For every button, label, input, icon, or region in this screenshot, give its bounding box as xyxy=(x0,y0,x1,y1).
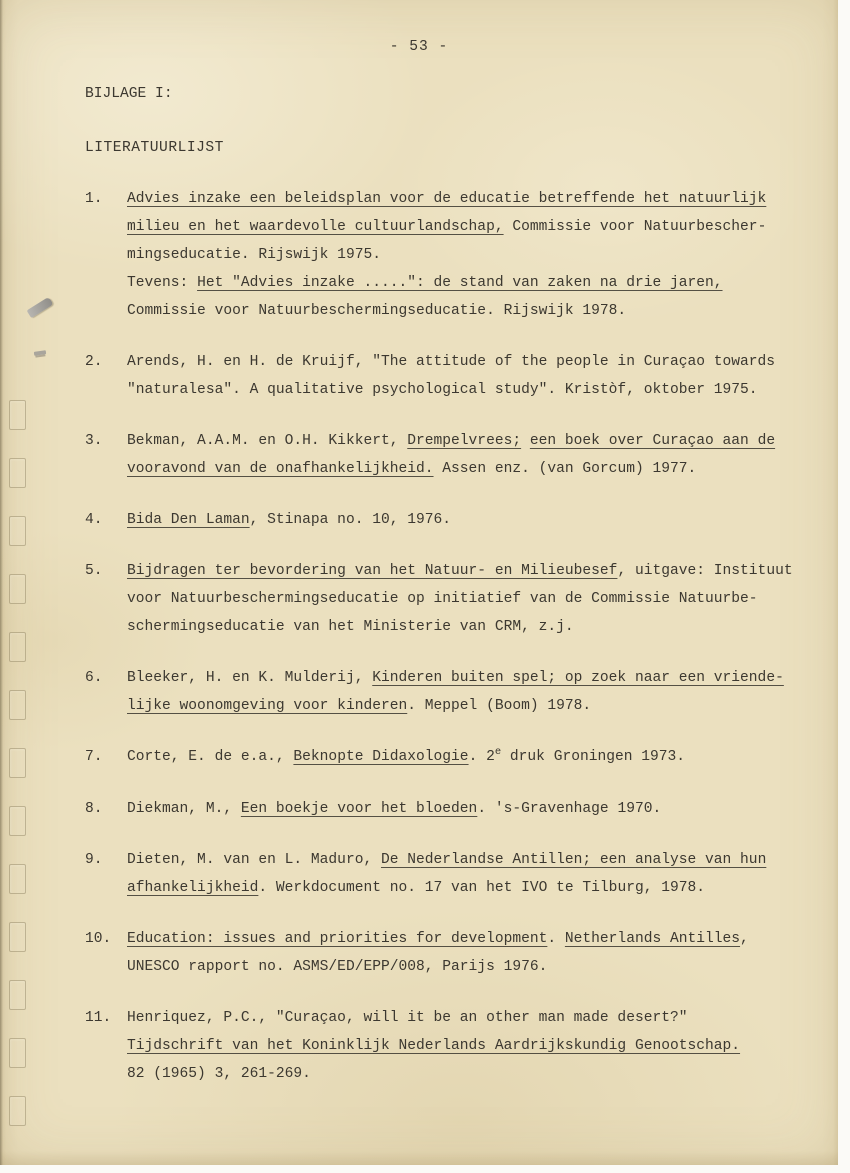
text-line xyxy=(127,846,766,874)
text-segment: , uitgave: Instituut xyxy=(617,563,793,579)
text-line xyxy=(127,585,793,613)
text-segment: Henriquez, P.C., "Curaçao, will it be an other man made desert?" xyxy=(127,1010,688,1026)
bibliography-entry xyxy=(85,557,805,641)
entry-text xyxy=(127,1004,740,1088)
page-number: - 53 - xyxy=(389,39,449,55)
text-line xyxy=(127,1004,740,1032)
text-line xyxy=(127,297,766,325)
underlined-title-segment: Beknopte Didaxologie xyxy=(293,749,469,765)
text-line xyxy=(127,185,766,213)
bibliography-entry xyxy=(85,743,805,772)
underlined-title-segment: een boek over Curaçao aan de xyxy=(529,433,776,449)
text-segment: Commissie voor Natuurbescher- xyxy=(503,219,767,235)
text-segment: mingseducatie. Rijswijk 1975. xyxy=(127,247,381,263)
entry-number: 10. xyxy=(85,931,112,947)
entry-number: 2. xyxy=(85,354,103,370)
bibliography-entry xyxy=(85,925,805,981)
entry-text xyxy=(127,795,661,823)
entry-number: 6. xyxy=(85,670,103,686)
entry-text xyxy=(127,664,784,720)
entry-text xyxy=(127,427,775,483)
entry-number: 5. xyxy=(85,563,103,579)
text-line xyxy=(127,953,749,981)
text-line xyxy=(127,213,766,241)
entry-text xyxy=(127,846,766,902)
underlined-title-segment: De Nederlandse Antillen; een analyse van hun xyxy=(380,852,767,868)
text-segment: Diekman, M., xyxy=(127,801,241,817)
scanner-background-right xyxy=(838,0,850,1173)
text-segment: , xyxy=(740,931,749,947)
bibliography-entry xyxy=(85,506,805,534)
underlined-title-segment: Bida Den Laman xyxy=(127,512,250,528)
text-line xyxy=(127,557,793,585)
text-segment: "naturalesa". A qualitative psychological study". Kristòf, oktober 1975. xyxy=(127,382,758,398)
underlined-title-segment: Een boekje voor het bloeden xyxy=(240,801,478,817)
text-line xyxy=(127,506,451,534)
text-line xyxy=(127,743,685,772)
text-line xyxy=(127,613,793,641)
text-line xyxy=(127,925,749,953)
bibliography-entry xyxy=(85,427,805,483)
underlined-title-segment: vooravond van de onafhankelijkheid. xyxy=(127,461,434,477)
text-line xyxy=(127,241,766,269)
entry-number: 4. xyxy=(85,512,103,528)
entry-number: 3. xyxy=(85,433,103,449)
text-segment xyxy=(521,433,530,449)
underlined-title-segment: Het "Advies inzake .....": de stand van zaken na drie jaren, xyxy=(197,275,723,291)
text-segment: Corte, E. de e.a., xyxy=(127,749,294,765)
text-line xyxy=(127,692,784,720)
bibliography-entry xyxy=(85,185,805,325)
text-line xyxy=(127,795,661,823)
bibliography-entry xyxy=(85,348,805,404)
text-line xyxy=(127,269,766,297)
text-line xyxy=(127,376,775,404)
underlined-title-segment: Kinderen buiten spel; op zoek naar een vriende- xyxy=(372,670,784,686)
text-segment: . 2 xyxy=(468,749,495,765)
text-segment: Arends, H. en H. de Kruijf, "The attitude of the people in Curaçao towards xyxy=(127,354,776,370)
bibliography-list xyxy=(85,185,805,1088)
scanner-background-bottom xyxy=(0,1165,850,1173)
text-segment: , Stinapa no. 10, 1976. xyxy=(249,512,452,528)
entry-text xyxy=(127,185,766,325)
underlined-title-segment: Advies inzake een beleidsplan voor de educatie betreffende het natuurlijk xyxy=(127,191,767,207)
entry-number: 9. xyxy=(85,852,103,868)
underlined-title-segment: afhankelijkheid xyxy=(127,880,259,896)
entry-text xyxy=(127,925,749,981)
entry-text xyxy=(127,506,451,534)
underlined-title-segment: lijke woonomgeving voor kinderen xyxy=(127,698,408,714)
text-line xyxy=(127,427,775,455)
text-segment: Bleeker, H. en K. Mulderij, xyxy=(127,670,373,686)
text-line xyxy=(127,1032,740,1060)
text-segment: Dieten, M. van en L. Maduro, xyxy=(127,852,381,868)
text-segment: . Werkdocument no. 17 van het IVO te Tilburg, 1978. xyxy=(258,880,706,896)
entry-number: 8. xyxy=(85,801,103,817)
underlined-title-segment: Bijdragen ter bevordering van het Natuur- en Milieubesef xyxy=(127,563,618,579)
bibliography-entry xyxy=(85,664,805,720)
text-line xyxy=(127,1060,740,1088)
text-segment: Assen enz. (van Gorcum) 1977. xyxy=(433,461,697,477)
underlined-title-segment: Netherlands Antilles xyxy=(564,931,741,947)
text-segment: . xyxy=(547,931,565,947)
superscript-segment: e xyxy=(494,746,502,758)
text-segment: UNESCO rapport no. ASMS/ED/EPP/008, Parijs 1976. xyxy=(127,959,548,975)
text-line xyxy=(127,348,775,376)
list-title-heading: LITERATUURLIJST xyxy=(85,140,224,156)
bibliography-entry xyxy=(85,795,805,823)
underlined-title-segment: Education: issues and priorities for development xyxy=(127,931,548,947)
text-line xyxy=(127,664,784,692)
appendix-heading: BIJLAGE I: xyxy=(85,86,173,102)
bibliography-entry xyxy=(85,846,805,902)
entry-text xyxy=(127,743,685,772)
entry-text xyxy=(127,348,775,404)
text-segment: Tevens: xyxy=(127,275,198,291)
text-segment: Bekman, A.A.M. en O.H. Kikkert, xyxy=(127,433,408,449)
entry-text xyxy=(127,557,793,641)
text-segment: voor Natuurbeschermingseducatie op initiatief van de Commissie Natuurbe- xyxy=(127,591,758,607)
underlined-title-segment: Tijdschrift van het Koninklijk Nederlands Aardrijkskundig Genootschap. xyxy=(127,1038,741,1054)
text-segment: . 's-Gravenhage 1970. xyxy=(477,801,662,817)
text-segment: schermingseducatie van het Ministerie van CRM, z.j. xyxy=(127,619,574,635)
entry-number: 11. xyxy=(85,1010,112,1026)
text-segment: Commissie voor Natuurbeschermingseducatie. Rijswijk 1978. xyxy=(127,303,627,319)
text-segment: druk Groningen 1973. xyxy=(501,749,686,765)
text-segment: . Meppel (Boom) 1978. xyxy=(407,698,592,714)
underlined-title-segment: milieu en het waardevolle cultuurlandschap, xyxy=(127,219,504,235)
entry-number: 7. xyxy=(85,749,103,765)
text-line xyxy=(127,455,775,483)
entry-number: 1. xyxy=(85,191,103,207)
text-segment: 82 (1965) 3, 261-269. xyxy=(127,1066,311,1082)
underlined-title-segment: Drempelvrees; xyxy=(407,433,522,449)
text-line xyxy=(127,874,766,902)
bibliography-entry xyxy=(85,1004,805,1088)
